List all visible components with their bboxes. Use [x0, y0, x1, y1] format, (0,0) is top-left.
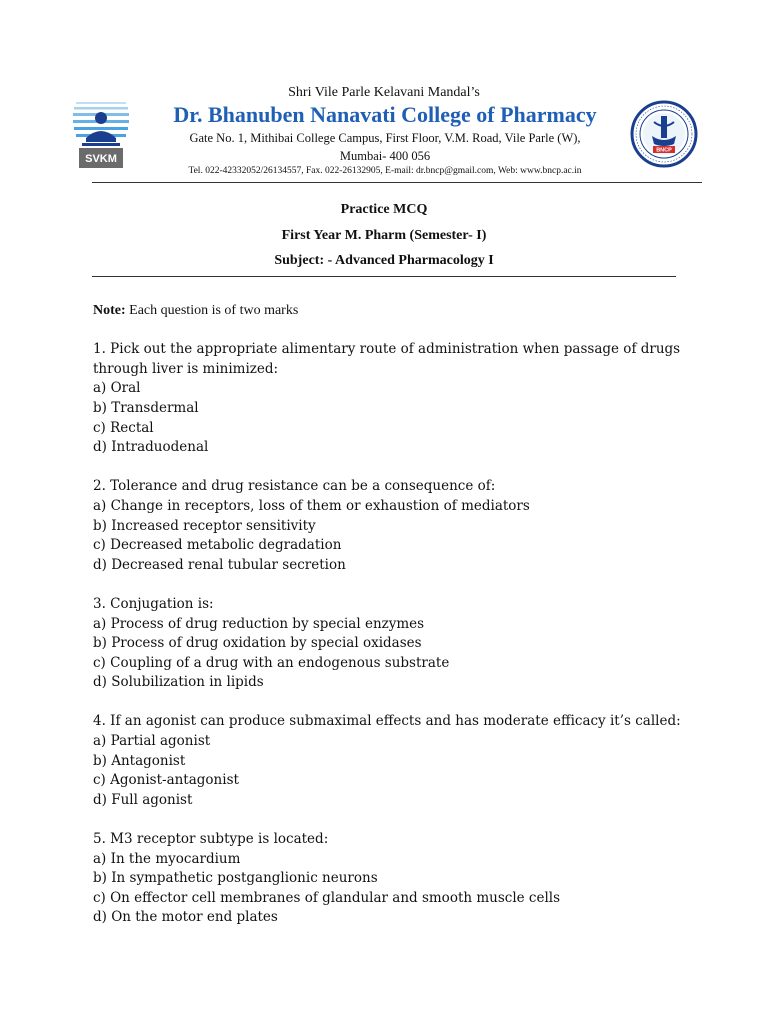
question-2 — [93, 477, 693, 575]
option-a: a) In the myocardium — [93, 850, 241, 867]
option-c: c) Rectal — [93, 419, 154, 436]
contact-line: Tel. 022-42332052/26134557, Fax. 022-26132905, E-mail: dr.bncp@gmail.com, Web: www.bncp.ac.in — [188, 166, 582, 176]
college-name: Dr. Bhanuben Nanavati College of Pharmacy — [173, 102, 597, 127]
letterhead-divider — [92, 182, 702, 183]
option-b: b) Increased receptor sensitivity — [93, 517, 316, 534]
bncp-seal-text: BNCP — [656, 147, 672, 154]
question-stem: 1. Pick out the appropriate alimentary route of administration when passage of drugs through liver is minimized: — [93, 341, 681, 377]
mandal-name: Shri Vile Parle Kelavani Mandal’s — [288, 85, 480, 100]
option-d: d) Decreased renal tubular secretion — [93, 556, 346, 573]
question-stem: 3. Conjugation is: — [93, 595, 214, 612]
address-line-2: Mumbai- 400 056 — [339, 149, 431, 163]
option-d: d) Full agonist — [93, 791, 193, 808]
svkm-logo — [72, 98, 130, 172]
option-d: d) Solubilization in lipids — [93, 674, 264, 691]
question-stem: 4. If an agonist can produce submaximal effects and has moderate efficacy it’s called: — [93, 713, 681, 730]
heading-divider — [92, 276, 676, 277]
note — [93, 301, 693, 321]
option-d: d) Intraduodenal — [93, 439, 209, 456]
question-4 — [93, 712, 693, 810]
option-b: b) Process of drug oxidation by special oxidases — [93, 635, 422, 652]
subject-heading: Subject: - Advanced Pharmacology I — [274, 253, 494, 268]
course-heading: First Year M. Pharm (Semester- I) — [281, 228, 487, 243]
questions-section — [93, 301, 693, 948]
document-title: Practice MCQ — [340, 202, 428, 217]
option-d: d) On the motor end plates — [93, 909, 278, 926]
svkm-logo-text: SVKM — [85, 153, 117, 165]
option-b: b) In sympathetic postganglionic neurons — [93, 870, 378, 887]
option-b: b) Antagonist — [93, 752, 186, 769]
question-3 — [93, 595, 693, 693]
option-a: a) Process of drug reduction by special enzymes — [93, 615, 425, 632]
question-stem: 5. M3 receptor subtype is located: — [93, 831, 329, 848]
question-stem: 2. Tolerance and drug resistance can be a consequence of: — [93, 478, 496, 495]
note-label: Note: — [93, 303, 126, 318]
bncp-seal-logo — [630, 100, 698, 168]
option-a: a) Oral — [93, 380, 141, 397]
note-text: Each question is of two marks — [125, 303, 299, 318]
option-c: c) Coupling of a drug with an endogenous substrate — [93, 654, 450, 671]
option-c: c) Agonist-antagonist — [93, 772, 239, 789]
option-c: c) On effector cell membranes of glandular and smooth muscle cells — [93, 889, 561, 906]
question-1 — [93, 340, 693, 458]
address-line-1: Gate No. 1, Mithibai College Campus, First Floor, V.M. Road, Vile Parle (W), — [189, 131, 581, 145]
option-a: a) Partial agonist — [93, 733, 211, 750]
option-b: b) Transdermal — [93, 399, 199, 416]
option-a: a) Change in receptors, loss of them or exhaustion of mediators — [93, 497, 530, 514]
option-c: c) Decreased metabolic degradation — [93, 537, 342, 554]
question-5 — [93, 830, 693, 928]
